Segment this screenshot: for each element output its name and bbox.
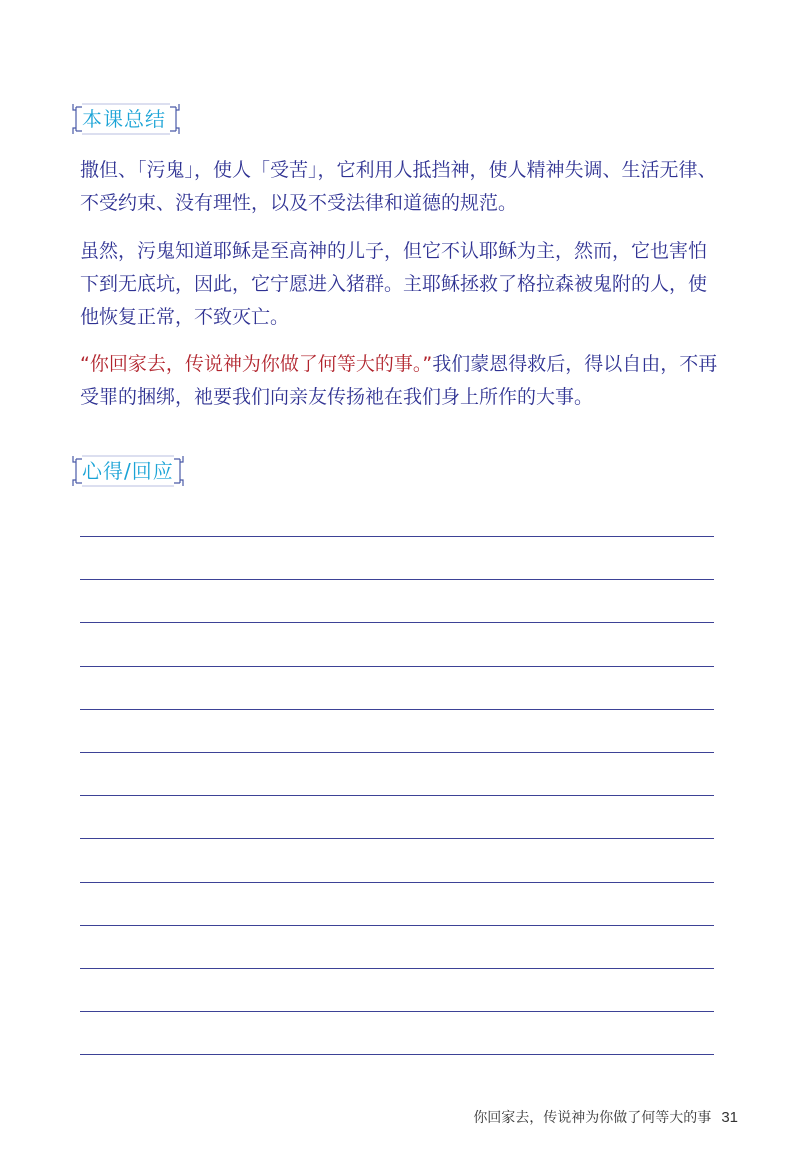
writing-line	[80, 579, 714, 580]
writing-line	[80, 925, 714, 926]
writing-line	[80, 882, 714, 883]
writing-line	[80, 752, 714, 753]
running-title: 你回家去，传说神为你做了何等大的事	[473, 1110, 712, 1126]
writing-line	[80, 622, 714, 623]
summary-paragraph-3	[80, 348, 720, 414]
scripture-quote: “你回家去，传说神为你做了何等大的事。”	[80, 353, 433, 375]
summary-paragraph-1: 撒但、「污鬼」，使人「受苦」，它利用人抵挡神，使人精神失调、生活无律、不受约束、没有理性，以及不受法律和道德的规范。	[80, 159, 717, 214]
writing-line	[80, 795, 714, 796]
summary-paragraph-3-text: 我们蒙恩得救后，得以自由，不再受罪的捆绑，祂要我们向亲友传扬祂在我们身上所作的大事。	[80, 353, 718, 408]
section-title-summary: 本课总结	[82, 107, 166, 131]
page-footer	[473, 1107, 738, 1127]
writing-line	[80, 1054, 714, 1055]
writing-line	[80, 968, 714, 969]
section-tag-response	[72, 453, 184, 489]
writing-line	[80, 838, 714, 839]
writing-line	[80, 666, 714, 667]
summary-paragraph-2: 虽然，污鬼知道耶稣是至高神的儿子，但它不认耶稣为主，然而，它也害怕下到无底坑，因此，它宁愿进入猪群。主耶稣拯救了格拉森被鬼附的人，使他恢复正常，不致灭亡。	[80, 240, 708, 328]
writing-line	[80, 1011, 714, 1012]
section-title-response: 心得/回应	[82, 459, 174, 483]
writing-line	[80, 536, 714, 537]
section-tag-summary	[72, 101, 176, 137]
writing-line	[80, 709, 714, 710]
page-number: 31	[721, 1109, 738, 1126]
